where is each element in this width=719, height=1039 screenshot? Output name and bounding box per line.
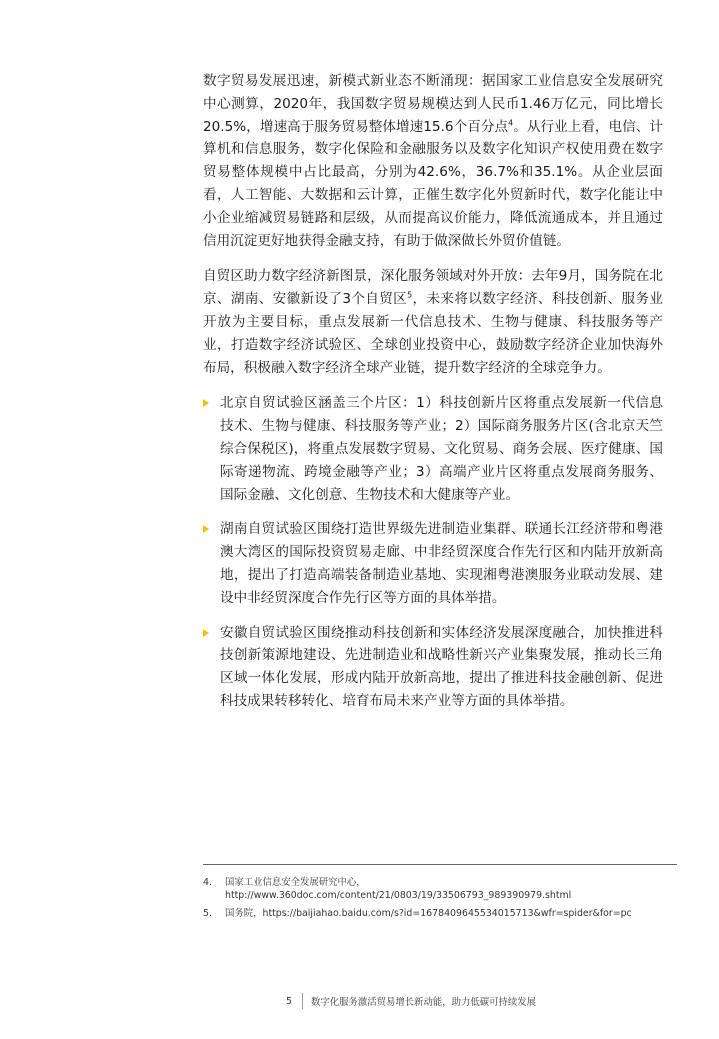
footnote-4: [203, 876, 677, 902]
footnote-link[interactable]: http://www.360doc.com/content/21/0803/19/33506793_989390979.shtml: [225, 890, 572, 901]
paragraph-1-text: 数字贸易发展迅速，新模式新业态不断涌现：据国家工业信息安全发展研究中心测算，2020年，我国数字贸易规模达到人民币1.46万亿元，同比增长20.5%，增速高于服务贸易整体增速15.6个百分点: [203, 73, 663, 135]
footnote-link[interactable]: 国务院，https://baijiahao.baidu.com/s?id=1678409645534015713&wfr=spider&for=pc: [225, 908, 632, 919]
footnote-source: 国家工业信息安全发展研究中心，: [225, 877, 366, 888]
page-footer: [286, 993, 536, 1009]
triangle-bullet-icon: [203, 629, 209, 637]
paragraph-2-text: 自贸区助力数字经济新图景，深化服务领域对外开放：去年9月，国务院在北京、湖南、安徽新设了3个自贸区: [203, 268, 663, 308]
main-content: [203, 70, 663, 725]
bullet-text: 湖南自贸试验区围绕打造世界级先进制造业集群、联通长江经济带和粤港澳大湾区的国际投资贸易走廊、中非经贸深度合作先行区和内陆开放新高地，提出了打造高端装备制造业基地、实现湘粤港澳服务业联动发展、建设中非经贸深度合作先行区等方面的具体举措。: [220, 521, 663, 606]
list-item-hunan: [203, 518, 663, 609]
bullet-text: 安徽自贸试验区围绕推动科技创新和实体经济发展深度融合，加快推进科技创新策源地建设、先进制造业和战略性新兴产业集聚发展，推动长三角区域一体化发展，形成内陆开放新高地，提出了推进科技金融创新、促进科技成果转移转化、培育布局未来产业等方面的具体举措。: [220, 624, 663, 709]
body-paragraph-1: [203, 70, 663, 252]
footnote-number: 5.: [203, 908, 212, 919]
running-title: 数字化服务激活贸易增长新动能，助力低碳可持续发展: [310, 997, 536, 1008]
footnote-divider: [203, 864, 677, 865]
triangle-bullet-icon: [203, 399, 209, 407]
body-paragraph-2: [203, 265, 663, 379]
footer-divider: [302, 993, 303, 1009]
list-item-anhui: [203, 622, 663, 713]
page-number: 5: [286, 995, 292, 1007]
footnote-number: 4.: [203, 877, 212, 888]
footnote-ref-4[interactable]: 4: [508, 118, 514, 128]
footnote-5: [203, 907, 677, 920]
paragraph-2-tail: ，未来将以数字经济、科技创新、服务业开放为主要目标，重点发展新一代信息技术、生物与健康、科技服务等产业，打造数字经济试验区、全球创业投资中心，鼓励数字经济企业加快海外布局，积极融入数字经济全球产业链，提升数字经济的全球竞争力。: [203, 291, 663, 376]
triangle-bullet-icon: [203, 525, 209, 533]
paragraph-1-tail: 。从行业上看，电信、计算机和信息服务，数字化保险和金融服务以及数字化知识产权使用费在数字贸易整体规模中占比最高，分别为42.6%，36.7%和35.1%。从企业层面看，人工智能、大数据和云计算，正催生数字化外贸新时代，数字化能让中小企业缩减贸易链路和层级，从而提高议价能力，降低流通成本，并且通过信用沉淀更好地获得金融支持，有助于做深做长外贸价值链。: [203, 118, 664, 249]
footnotes: [203, 876, 677, 925]
list-item-beijing: [203, 392, 663, 506]
footnote-ref-5[interactable]: 5: [407, 290, 413, 300]
free-trade-zone-list: [203, 392, 663, 712]
bullet-text: 北京自贸试验区涵盖三个片区：1）科技创新片区将重点发展新一代信息技术、生物与健康、科技服务等产业；2）国际商务服务片区(含北京天竺综合保税区)，将重点发展数字贸易、文化贸易、商务会展、医疗健康、国际寄递物流、跨境金融等产业；3）高端产业片区将重点发展商务服务、国际金融、文化创意、生物技术和大健康等产业。: [220, 395, 663, 503]
